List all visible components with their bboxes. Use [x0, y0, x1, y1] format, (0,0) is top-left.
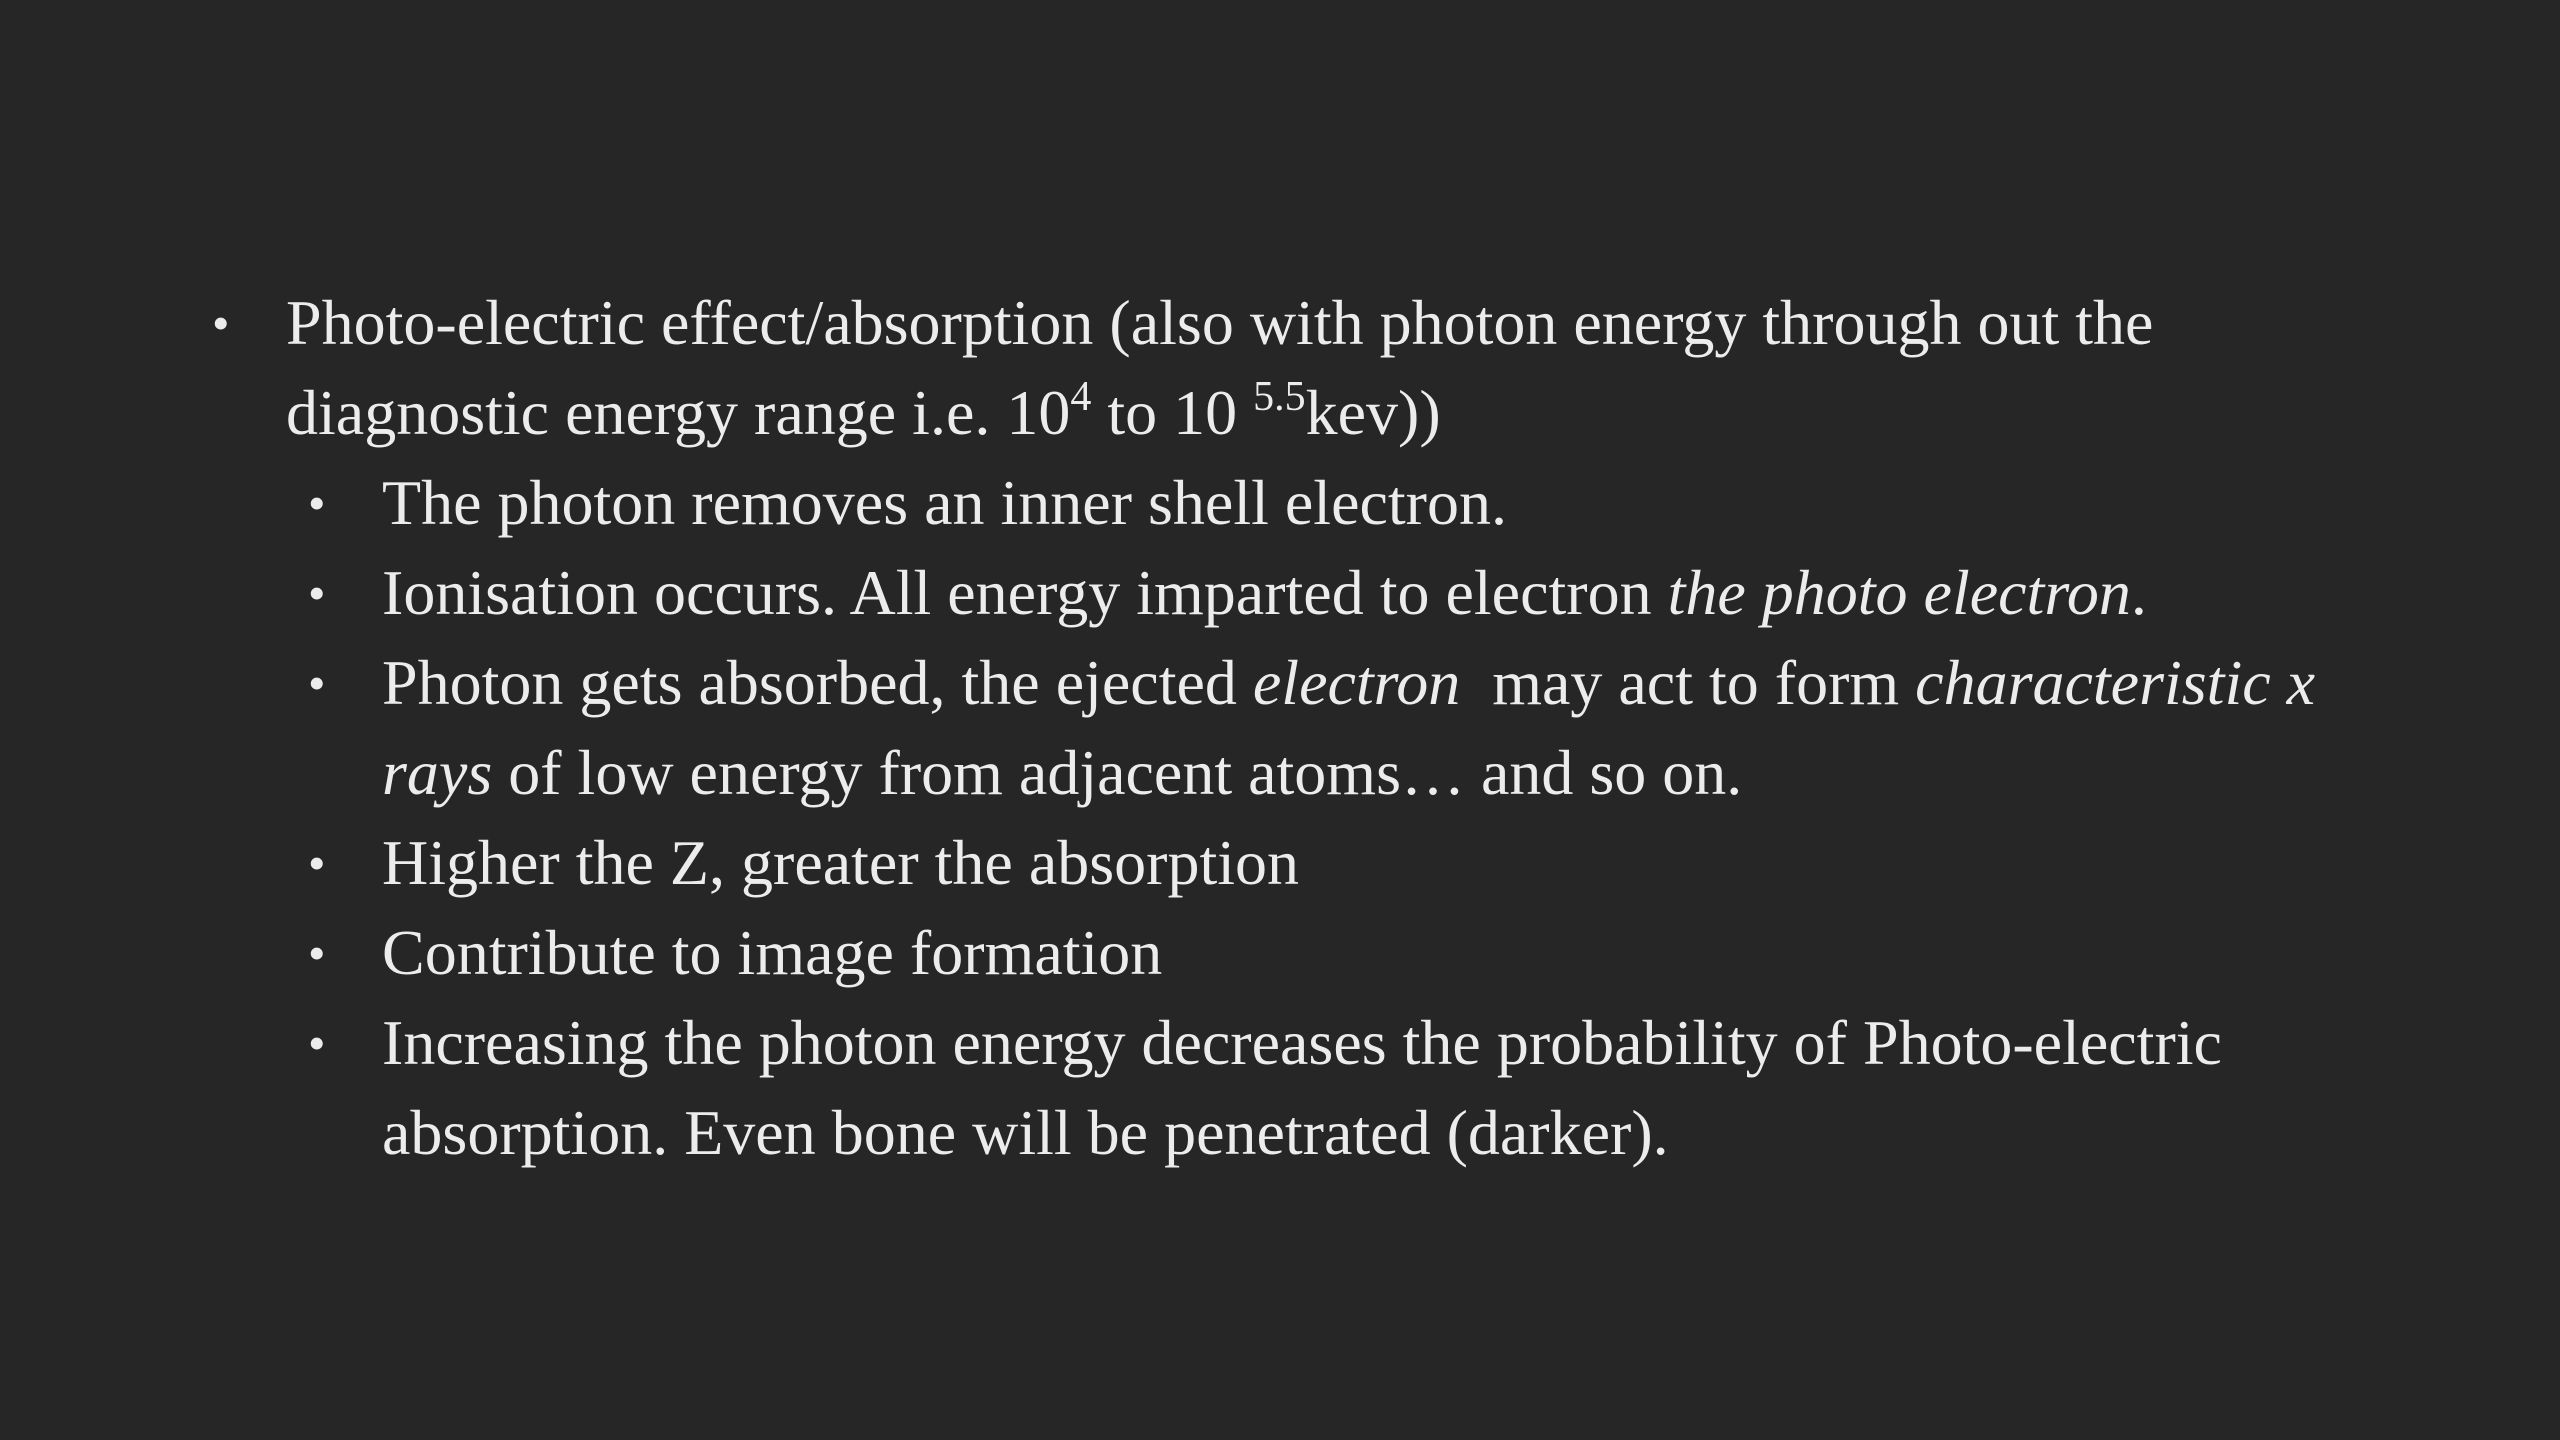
sub-bullet-image-formation: [200, 908, 2320, 998]
superscript-exponent: 4: [1070, 374, 1092, 420]
bullet-icon: •: [308, 655, 326, 711]
italic-term: the photo electron: [1667, 557, 2131, 628]
superscript-exponent: 5.5: [1253, 374, 1306, 420]
sub-bullet-increasing-energy: [200, 998, 2320, 1178]
bullet-icon: •: [308, 475, 326, 531]
sub-bullet-higher-z: [200, 818, 2320, 908]
italic-term: electron: [1252, 647, 1461, 718]
bullet-icon: •: [308, 835, 326, 891]
sub-bullet-inner-shell: [200, 458, 2320, 548]
bullet-list: [200, 278, 2320, 1178]
bullet-text: .: [2130, 557, 2147, 628]
bullet-text: Photon gets absorbed, the ejected: [382, 647, 1253, 718]
bullet-text: The photon removes an inner shell electron.: [382, 467, 1507, 538]
bullet-icon: •: [212, 295, 230, 351]
bullet-photoelectric-effect: [200, 278, 2320, 458]
bullet-icon: •: [308, 925, 326, 981]
bullet-icon: •: [308, 1015, 326, 1071]
sub-bullet-ionisation: [200, 548, 2320, 638]
bullet-text: Photo-electric effect/absorption (also with photon energy through out the diagnostic energy range i.e. 10: [286, 287, 2154, 448]
bullet-text: to 10: [1091, 377, 1254, 448]
bullet-text: Higher the Z, greater the absorption: [382, 827, 1299, 898]
bullet-text: Contribute to image formation: [382, 917, 1163, 988]
bullet-text: kev)): [1305, 377, 1441, 448]
italic-term: characteristic x rays: [382, 647, 2316, 808]
slide-body: [200, 278, 2320, 1178]
bullet-text: Increasing the photon energy decreases the probability of Photo-electric absorption. Even bone will be penetrated (darker).: [382, 1007, 2222, 1168]
bullet-text: Ionisation occurs. All energy imparted to electron: [382, 557, 1668, 628]
bullet-text: may act to form: [1460, 647, 1916, 718]
bullet-text: of low energy from adjacent atoms… and so on.: [492, 737, 1743, 808]
bullet-icon: •: [308, 565, 326, 621]
sub-bullet-photon-absorbed: [200, 638, 2320, 818]
